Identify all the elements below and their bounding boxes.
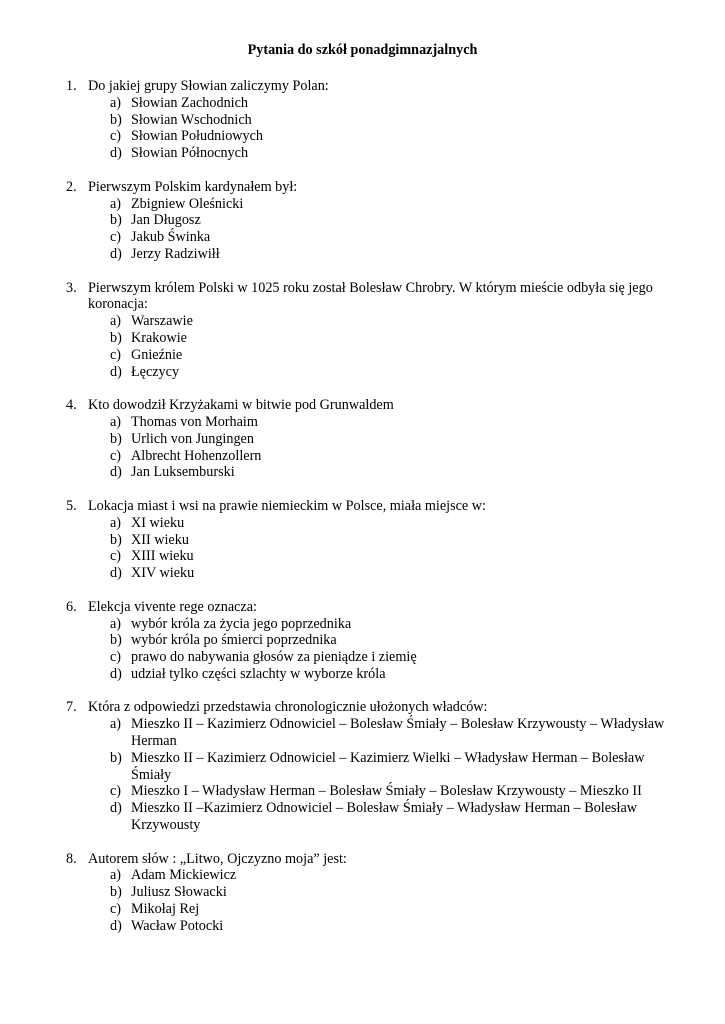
option-letter: b) [110,430,122,447]
question-8 [0,851,725,935]
option-a [0,867,725,884]
option-text: Mieszko I – Władysław Herman – Bolesław Śmiały – Bolesław Krzywousty – Mieszko II [131,783,642,800]
option-c [0,783,725,800]
option-letter: b) [110,531,122,548]
option-a [0,414,725,431]
page-title: Pytania do szkół ponadgimnazjalnych [247,42,478,58]
option-text: Jan Długosz [131,212,201,229]
question-7 [0,699,725,833]
option-c [0,229,725,246]
question-5 [0,498,725,582]
question-text: Kto dowodził Krzyżakami w bitwie pod Grunwaldem [88,397,394,414]
question-3 [0,280,725,381]
option-letter: d) [110,565,122,582]
option-letter: c) [110,548,122,565]
option-text: XII wieku [131,531,189,548]
question-6 [0,599,725,683]
option-d [0,666,725,683]
option-text: Słowian Północnych [131,145,249,162]
option-b [0,330,725,347]
question-text: Pierwszym Polskim kardynałem był: [88,178,298,195]
option-letter: b) [110,632,122,649]
option-text: Jan Luksemburski [131,464,235,481]
option-text: Mikołaj Rej [131,901,200,918]
option-text: Adam Mickiewicz [131,867,237,884]
option-letter: a) [110,413,122,430]
option-text: Mieszko II –Kazimierz Odnowiciel – Bolesław Śmiały – Władysław Herman – Bolesław Krzywousty [131,800,638,834]
option-letter: d) [110,245,122,262]
option-letter: a) [110,313,122,330]
question-text: Autorem słów : „Litwo, Ojczyzno moja” jest: [88,850,347,867]
question-number: 3. [66,279,77,296]
option-letter: c) [110,229,122,246]
option-letter: a) [110,514,122,531]
option-d [0,800,725,834]
option-b [0,884,725,901]
option-a [0,616,725,633]
option-a [0,515,725,532]
option-text: Mieszko II – Kazimierz Odnowiciel – Kazimierz Wielki – Władysław Herman – Bolesław Śmiały [131,749,645,783]
option-c [0,649,725,666]
option-b [0,632,725,649]
option-c [0,347,725,364]
option-letter: b) [110,212,122,229]
option-b [0,212,725,229]
option-letter: c) [110,128,122,145]
option-text: wybór króla za życia jego poprzednika [131,615,352,632]
option-a [0,95,725,112]
option-letter: d) [110,917,122,934]
option-text: Zbigniew Oleśnicki [131,195,244,212]
option-d [0,145,725,162]
question-number: 6. [66,598,77,615]
question-text: Elekcja vivente rege oznacza: [88,598,257,615]
option-c [0,128,725,145]
option-text: Gnieźnie [131,346,183,363]
question-number: 8. [66,850,77,867]
option-text: Mieszko II – Kazimierz Odnowiciel – Bolesław Śmiały – Bolesław Krzywousty – Władysław Herman [131,716,665,750]
question-list [0,78,725,951]
option-text: Jakub Świnka [131,229,211,246]
option-letter: d) [110,363,122,380]
option-letter: c) [110,901,122,918]
option-text: XIV wieku [131,565,195,582]
option-text: wybór króla po śmierci poprzednika [131,632,337,649]
question-number: 1. [66,78,77,94]
question-number: 5. [66,497,77,514]
option-text: Urlich von Jungingen [131,430,254,447]
option-letter: d) [110,464,122,481]
option-a [0,196,725,213]
option-c [0,448,725,465]
option-letter: a) [110,615,122,632]
option-letter: d) [110,145,122,162]
option-text: Krakowie [131,329,187,346]
question-1 [0,78,725,162]
option-text: Słowian Południowych [131,128,264,145]
option-letter: b) [110,329,122,346]
question-text: Lokacja miast i wsi na prawie niemieckim w Polsce, miała miejsce w: [88,497,486,514]
option-letter: c) [110,346,122,363]
question-number: 4. [66,397,77,414]
option-text: Słowian Zachodnich [131,94,249,111]
question-4 [0,397,725,481]
question-number: 7. [66,699,77,716]
question-text: Która z odpowiedzi przedstawia chronologicznie ułożonych władców: [88,699,488,716]
option-letter: c) [110,649,122,666]
option-text: Łęczycy [131,363,180,380]
option-text: udział tylko części szlachty w wyborze króla [131,665,386,682]
option-letter: b) [110,884,122,901]
option-d [0,918,725,935]
option-d [0,246,725,263]
option-letter: a) [110,867,122,884]
question-2 [0,179,725,263]
option-letter: a) [110,195,122,212]
option-letter: c) [110,783,122,800]
option-text: Wacław Potocki [131,917,224,934]
option-letter: a) [110,716,122,733]
option-letter: d) [110,665,122,682]
option-text: Juliusz Słowacki [131,884,227,901]
option-letter: d) [110,800,122,817]
option-d [0,464,725,481]
question-text: Do jakiej grupy Słowian zaliczymy Polan: [88,78,329,94]
option-text: Słowian Wschodnich [131,111,252,128]
option-text: XIII wieku [131,548,194,565]
option-text: Warszawie [131,313,193,330]
option-text: Albrecht Hohenzollern [131,447,262,464]
option-letter: b) [110,111,122,128]
option-c [0,901,725,918]
option-b [0,532,725,549]
question-number: 2. [66,178,77,195]
option-d [0,565,725,582]
option-b [0,431,725,448]
option-text: Thomas von Morhaim [131,413,258,430]
option-text: Jerzy Radziwiłł [131,245,220,262]
option-b [0,112,725,129]
option-a [0,716,725,750]
option-b [0,750,725,784]
option-a [0,313,725,330]
option-letter: b) [110,749,122,766]
option-text: XI wieku [131,514,185,531]
option-text: prawo do nabywania głosów za pieniądze i ziemię [131,649,417,666]
option-letter: a) [110,94,122,111]
option-d [0,364,725,381]
option-c [0,548,725,565]
option-letter: c) [110,447,122,464]
question-text: Pierwszym królem Polski w 1025 roku został Bolesław Chrobry. W którym mieście odbyła się jego koronacja: [88,279,653,313]
